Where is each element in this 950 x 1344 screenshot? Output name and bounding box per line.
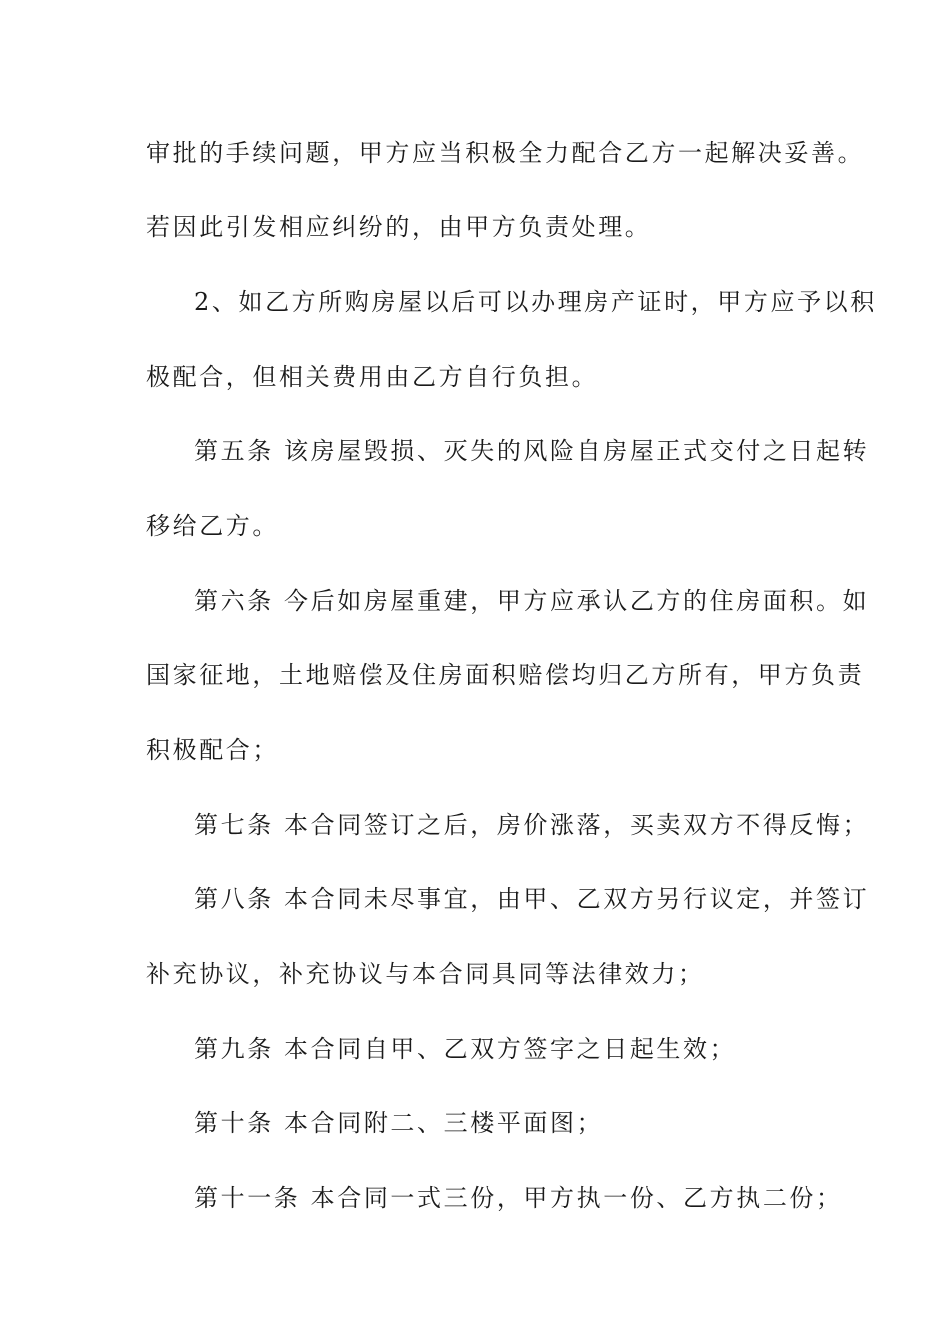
text-line: 若因此引发相应纠纷的，由甲方负责处理。 [146, 213, 652, 241]
text-line: 审批的手续问题，甲方应当积极全力配合乙方一起解决妥善。 [146, 139, 865, 167]
text-line: 极配合，但相关费用由乙方自行负担。 [146, 363, 599, 391]
text-line: 第五条 该房屋毁损、灭失的风险自房屋正式交付之日起转 [194, 437, 870, 465]
text-line: 第十条 本合同附二、三楼平面图； [194, 1109, 604, 1137]
text-line: 第十一条 本合同一式三份，甲方执一份、乙方执二份； [194, 1184, 843, 1212]
text-line: 第六条 今后如房屋重建，甲方应承认乙方的住房面积。如 [194, 587, 870, 615]
text-line: 补充协议，补充协议与本合同具同等法律效力； [146, 960, 705, 988]
text-line: 国家征地，土地赔偿及住房面积赔偿均归乙方所有，甲方负责 [146, 661, 865, 689]
text-line: 积极配合； [146, 736, 279, 764]
text-line: 移给乙方。 [146, 512, 279, 540]
text-line: 2、如乙方所购房屋以后可以办理房产证时，甲方应予以积 [194, 288, 877, 316]
text-line: 第七条 本合同签订之后，房价涨落，买卖双方不得反悔； [194, 811, 870, 839]
text-line: 第九条 本合同自甲、乙双方签字之日起生效； [194, 1035, 737, 1063]
text-line: 第八条 本合同未尽事宜，由甲、乙双方另行议定，并签订 [194, 885, 870, 913]
